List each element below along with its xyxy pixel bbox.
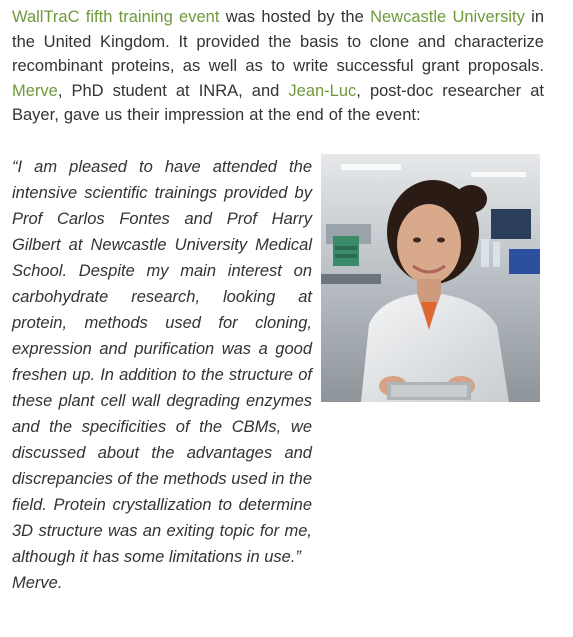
article-content: [12, 5, 544, 596]
intro-text-1: was hosted by the: [219, 8, 371, 26]
merve-link[interactable]: Merve: [12, 81, 58, 100]
testimonial-author: Merve.: [12, 573, 63, 592]
jeanluc-link[interactable]: Jean-Luc: [288, 81, 357, 100]
intro-text-4: , post-doc researcher at Bayer, gave us their impression at the end of the event:: [12, 81, 544, 124]
testimonial-quote: “I am pleased to have attended the intensive scientific trainings provided by Prof Carlos Fontes and Prof Harry Gilbert at Newcastle University Medical School. Despite my main interest on carbohydrate research, looking at protein, methods used for cloning, expression and purification was a good freshen up. In addition to the structure of these plant cell wall degrading enzymes and the specificities of the CBMs, we discussed about the advantages and discrepancies of the methods used in the field. Protein crystallization to determine 3D structure was an exiting topic for me, although it has some limitations in use.”: [12, 157, 312, 566]
event-link[interactable]: WallTraC fifth training event: [12, 8, 220, 26]
intro-paragraph: [12, 5, 544, 128]
university-link[interactable]: Newcastle University: [370, 8, 525, 26]
intro-text-3: , PhD student at INRA, and: [57, 81, 289, 100]
intro-text-2: in the United Kingdom. It provided the basis to clone and characterize recombinant proteins, as well as to write successful grant proposals.: [12, 8, 545, 75]
portrait-photo: [321, 154, 540, 402]
testimonial-block: [12, 154, 544, 596]
